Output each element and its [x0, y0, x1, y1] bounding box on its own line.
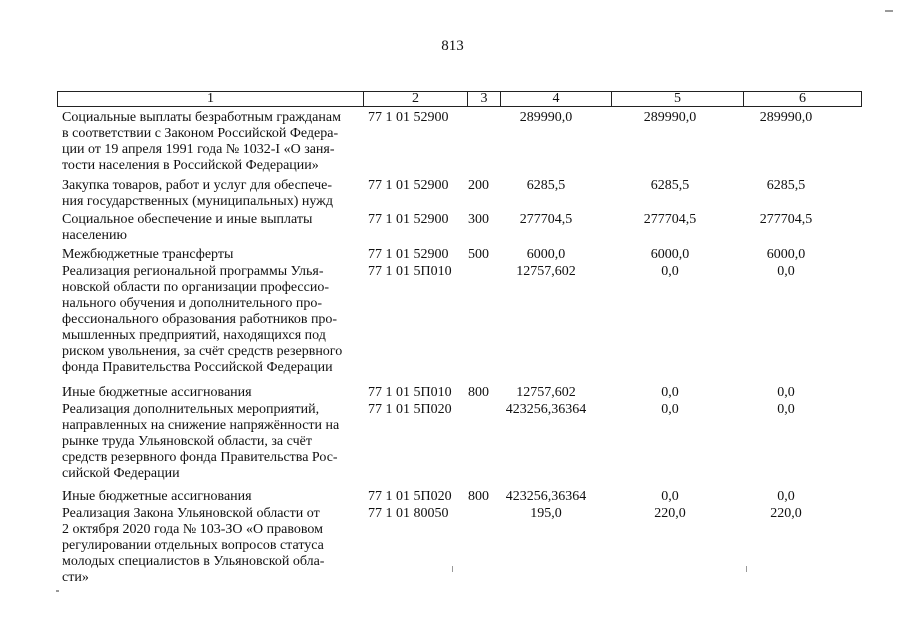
row-name-line: риском увольнения, за счёт средств резервного [62, 344, 343, 359]
row-name-line: Иные бюджетные ассигнования [62, 489, 252, 504]
row-name-line: молодых специалистов в Ульяновской обла- [62, 554, 325, 569]
row-value-4: 289990,0 [519, 110, 573, 125]
row-name-line: Реализация дополнительных мероприятий, [62, 402, 320, 417]
row-value-5: 289990,0 [643, 110, 697, 125]
row-value-4: 12757,602 [516, 264, 576, 279]
row-name [62, 247, 358, 263]
header-cell-1: 1 [207, 91, 214, 106]
row-name-line: Реализация Закона Ульяновской области от [62, 506, 320, 521]
row-name-line: средств резервного фонда Правительства Рос- [62, 450, 338, 465]
row-name-line: в соответствии с Законом Российской Федера- [62, 126, 339, 141]
row-value-6: 220,0 [770, 506, 802, 521]
row-code: 77 1 01 52900 [368, 110, 449, 125]
row-type: 500 [468, 247, 489, 262]
row-name [62, 264, 358, 376]
row-value-6: 277704,5 [759, 212, 813, 227]
row-value-4: 277704,5 [519, 212, 573, 227]
row-value-5: 6000,0 [650, 247, 690, 262]
row-name-line: рынке труда Ульяновской области, за счёт [62, 434, 312, 449]
row-name-line: фессионального образования работников про- [62, 312, 338, 327]
row-type: 200 [468, 178, 489, 193]
row-value-5: 277704,5 [643, 212, 697, 227]
row-name [62, 402, 358, 482]
row-value-4: 195,0 [530, 506, 562, 521]
row-name-line: 2 октября 2020 года № 103-ЗО «О правовом [62, 522, 323, 537]
row-code: 77 1 01 5П010 [368, 264, 452, 279]
row-code: 77 1 01 52900 [368, 247, 449, 262]
row-name-line: ния государственных (муниципальных) нужд [62, 194, 333, 209]
row-name-line: Социальные выплаты безработным гражданам [62, 110, 341, 125]
row-value-6: 6285,5 [766, 178, 806, 193]
row-value-4: 423256,36364 [505, 402, 587, 417]
row-name [62, 212, 358, 244]
row-name-line: тости населения в Российской Федерации» [62, 158, 319, 173]
row-name [62, 178, 358, 210]
scan-speck [746, 566, 747, 572]
scan-speck [452, 566, 453, 572]
row-code: 77 1 01 5П020 [368, 489, 452, 504]
row-name-line: нального обучения и дополнительного про- [62, 296, 322, 311]
row-name-line: Закупка товаров, работ и услуг для обеспече- [62, 178, 333, 193]
header-cell-5: 5 [674, 91, 681, 106]
row-value-6: 6000,0 [766, 247, 806, 262]
row-code: 77 1 01 5П020 [368, 402, 452, 417]
row-type: 300 [468, 212, 489, 227]
row-value-5: 0,0 [661, 264, 679, 279]
row-name-line: ции от 19 апреля 1991 года № 1032-I «О заня- [62, 142, 335, 157]
row-code: 77 1 01 52900 [368, 212, 449, 227]
row-value-5: 6285,5 [650, 178, 690, 193]
row-value-6: 0,0 [777, 402, 795, 417]
row-name [62, 385, 358, 401]
row-value-5: 0,0 [661, 385, 679, 400]
row-name-line: Межбюджетные трансферты [62, 247, 234, 262]
header-cell-4: 4 [552, 91, 560, 106]
page-number: 813 [441, 38, 464, 54]
row-name [62, 110, 358, 174]
row-name-line: направленных на снижение напряжённости на [62, 418, 340, 433]
row-value-5: 0,0 [661, 489, 679, 504]
row-name-line: населению [62, 228, 127, 243]
row-name [62, 506, 358, 586]
row-name-line: Иные бюджетные ассигнования [62, 385, 252, 400]
row-code: 77 1 01 52900 [368, 178, 449, 193]
row-value-5: 220,0 [654, 506, 686, 521]
row-type: 800 [468, 385, 489, 400]
row-name [62, 489, 358, 505]
row-value-5: 0,0 [661, 402, 679, 417]
row-value-4: 6285,5 [526, 178, 566, 193]
row-value-4: 6000,0 [526, 247, 566, 262]
scan-speck [56, 590, 59, 592]
row-name-line: мышленных предприятий, находящихся под [62, 328, 326, 343]
row-value-6: 0,0 [777, 385, 795, 400]
table-header-row [57, 91, 862, 107]
row-value-6: 0,0 [777, 264, 795, 279]
row-name-line: Социальное обеспечение и иные выплаты [62, 212, 313, 227]
header-cell-3: 3 [480, 91, 488, 106]
row-value-4: 423256,36364 [505, 489, 587, 504]
row-code: 77 1 01 80050 [368, 506, 449, 521]
row-name-line: новской области по организации профессио- [62, 280, 329, 295]
row-name-line: фонда Правительства Российской Федерации [62, 360, 333, 375]
row-value-6: 0,0 [777, 489, 795, 504]
row-value-6: 289990,0 [759, 110, 813, 125]
row-name-line: Реализация региональной программы Улья- [62, 264, 324, 279]
header-cell-2: 2 [412, 91, 419, 106]
row-type: 800 [468, 489, 489, 504]
row-name-line: регулировании отдельных вопросов статуса [62, 538, 324, 553]
header-cell-6: 6 [799, 91, 806, 106]
row-code: 77 1 01 5П010 [368, 385, 452, 400]
row-value-4: 12757,602 [516, 385, 576, 400]
row-name-line: сийской Федерации [62, 466, 180, 481]
row-name-line: сти» [62, 570, 89, 585]
scan-speck [885, 10, 893, 12]
